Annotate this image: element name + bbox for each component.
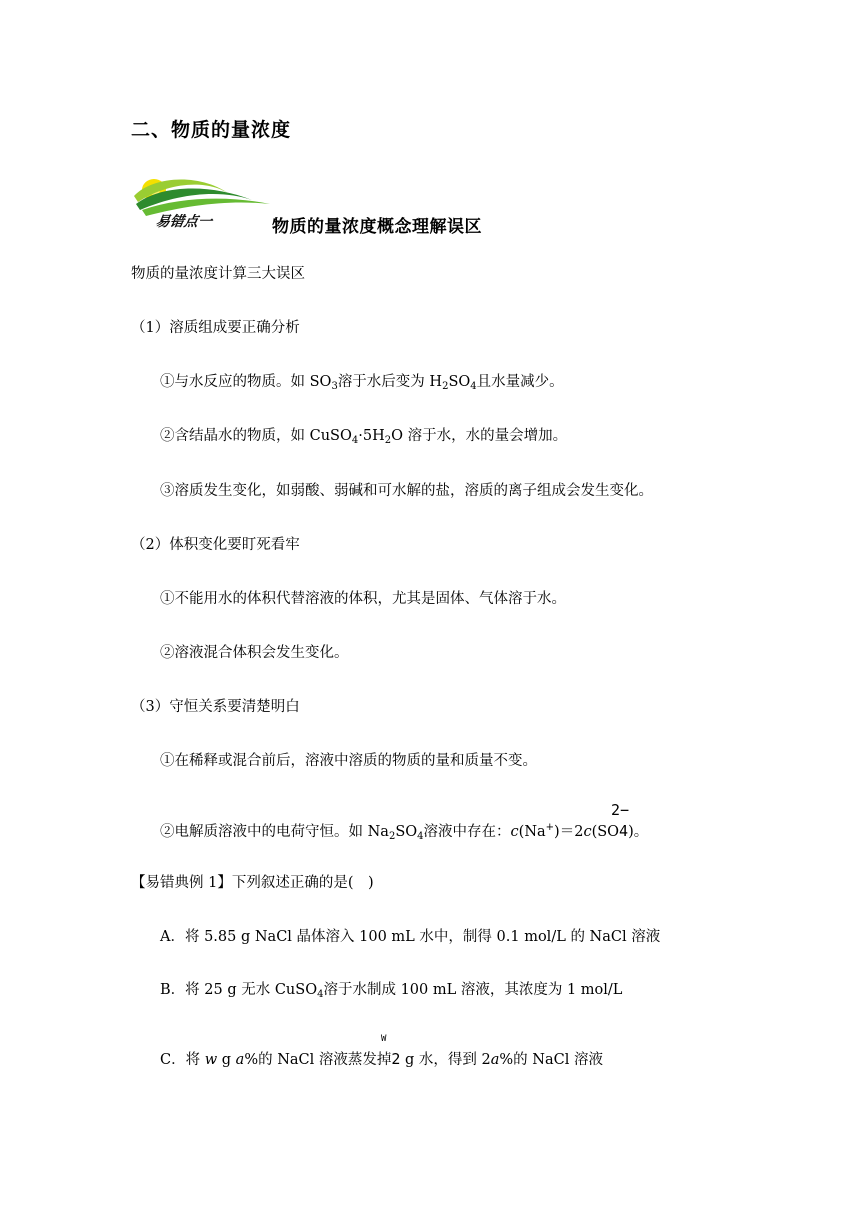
fraction-numerator: W (381, 1034, 387, 1044)
subscript: 4 (417, 831, 424, 842)
sulfate-subscript: 4 (619, 822, 629, 840)
intro-text: 物质的量浓度计算三大误区 (131, 266, 305, 282)
text-run: 溶于水后变为 H (337, 374, 443, 390)
text-run: g (217, 1052, 236, 1068)
subscript: 2 (388, 831, 396, 842)
subscript: 3 (331, 381, 338, 392)
point-2-1: ①不能用水的体积代替溶液的体积，尤其是固体、气体溶于水。 (160, 591, 566, 607)
subscript: 2 (384, 435, 392, 446)
text-run: %的 NaCl 溶液 (499, 1052, 603, 1068)
text-run: ②含结晶水的物质，如 CuSO (160, 428, 352, 444)
heading: 物质的量浓度概念理解误区 (272, 217, 482, 237)
point-3-heading: （3）守恒关系要清楚明白 (131, 699, 300, 715)
text-run: %的 NaCl 溶液蒸发掉 (244, 1052, 392, 1068)
subscript: 4 (351, 435, 359, 446)
text-run: C．将 (160, 1052, 205, 1068)
point-2-2: ②溶液混合体积会发生变化。 (160, 645, 349, 661)
point-1-3: ③溶质发生变化，如弱酸、弱碱和可水解的盐，溶质的离子组成会发生变化。 (160, 483, 653, 499)
text-run: ①与水反应的物质。如 SO (160, 374, 332, 390)
italic-var: c (510, 824, 519, 840)
text-run: 且水量减少。 (476, 374, 564, 390)
subscript: 4 (317, 989, 324, 1000)
fraction-denominator: 2 (391, 1050, 401, 1068)
text-run: )＝2 (554, 824, 584, 840)
point-3-1: ①在稀释或混合前后，溶液中溶质的物质的量和质量不变。 (160, 753, 537, 769)
option-a: A．将 5.85 g NaCl 晶体溶入 100 mL 水中，制得 0.1 mol/L 的 NaCl 溶液 (160, 929, 661, 945)
example-question-text: 下列叙述正确的是( ) (231, 875, 374, 891)
text-run: 溶于水制成 100 mL 溶液，其浓度为 1 mol/L (323, 982, 623, 998)
text-run: O 溶于水，水的量会增加。 (391, 428, 568, 444)
italic-var: w (204, 1052, 218, 1068)
logo-text: 易错点一 (154, 214, 214, 230)
italic-var: a (235, 1052, 245, 1068)
text-run: SO (395, 824, 418, 840)
point-1-1 (160, 372, 564, 392)
text-run: ·5H (358, 428, 385, 444)
text-run: g 水，得到 2 (400, 1052, 491, 1068)
italic-var: a (490, 1052, 500, 1068)
point-1-2 (160, 426, 567, 446)
text-run: B．将 25 g 无水 CuSO (160, 982, 318, 998)
section-title: 二、物质的量浓度 (131, 119, 292, 141)
text-run: (SO (591, 824, 620, 840)
text-run: )。 (628, 824, 649, 840)
text-run: SO (448, 374, 471, 390)
text-run: ②电解质溶液中的电荷守恒。如 Na (160, 824, 389, 840)
point-1-heading: （1）溶质组成要正确分析 (131, 320, 300, 336)
point-3-2 (160, 821, 648, 842)
subscript: 2 (442, 381, 449, 392)
option-c (160, 1049, 603, 1070)
italic-var: c (583, 824, 592, 840)
subscript: 4 (470, 381, 477, 392)
charge-superscript: 2− (611, 801, 630, 819)
superscript: + (545, 822, 555, 833)
example-label: 【易错典例 1】 (131, 875, 232, 891)
option-b (160, 980, 622, 1000)
point-2-heading: （2）体积变化要盯死看牢 (131, 537, 300, 553)
example-question (131, 873, 374, 893)
text-run: (Na (518, 824, 546, 840)
text-run: 溶液中存在： (423, 824, 511, 840)
